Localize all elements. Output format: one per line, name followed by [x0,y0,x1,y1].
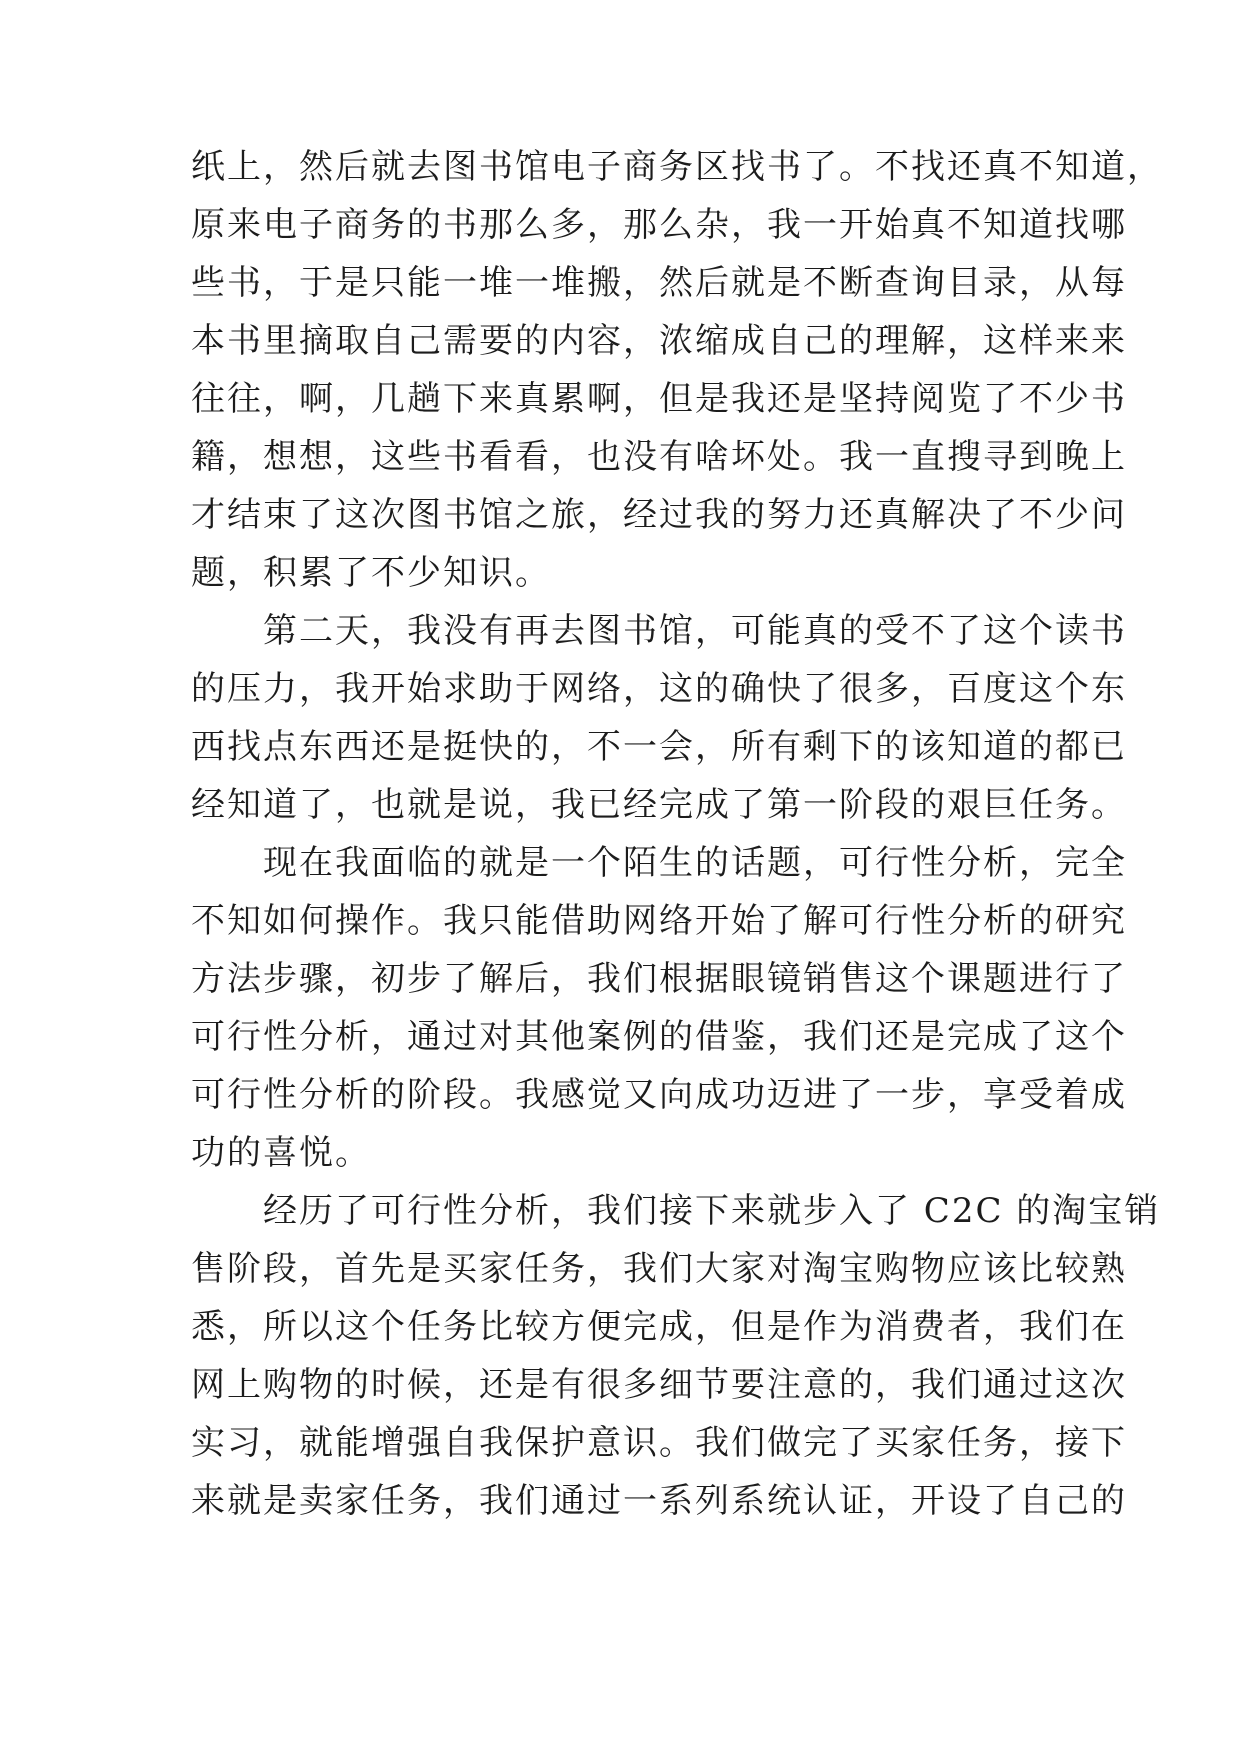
text-line: 现在我面临的就是一个陌生的话题，可行性分析，完全 [263,843,1127,883]
text-line: 实习，就能增强自我保护意识。我们做完了买家任务，接下 [191,1423,1127,1463]
paragraph-second-day [191,611,1127,825]
text-line: 可行性分析，通过对其他案例的借鉴，我们还是完成了这个 [191,1017,1127,1057]
text-line: 纸上，然后就去图书馆电子商务区找书了。不找还真不知道， [191,147,1163,187]
document-body [191,147,1163,1540]
text-line: 不知如何操作。我只能借助网络开始了解可行性分析的研究 [191,901,1127,941]
text-line: 题，积累了不少知识。 [191,553,551,593]
text-line: 功的喜悦。 [191,1133,371,1173]
paragraph-library-search [191,147,1163,593]
text-line: 网上购物的时候，还是有很多细节要注意的，我们通过这次 [191,1365,1127,1405]
paragraph-feasibility-analysis [191,843,1127,1173]
paragraph-c2c-taobao [191,1191,1161,1521]
text-line: 悉，所以这个任务比较方便完成，但是作为消费者，我们在 [191,1307,1127,1347]
text-line: 方法步骤，初步了解后，我们根据眼镜销售这个课题进行了 [191,959,1127,999]
text-line: 原来电子商务的书那么多，那么杂，我一开始真不知道找哪 [191,205,1127,245]
text-line: 经知道了，也就是说，我已经完成了第一阶段的艰巨任务。 [191,785,1127,825]
text-line: 售阶段，首先是买家任务，我们大家对淘宝购物应该比较熟 [191,1249,1127,1289]
text-line: 往往，啊，几趟下来真累啊，但是我还是坚持阅览了不少书 [191,379,1127,419]
text-line: 第二天，我没有再去图书馆，可能真的受不了这个读书 [263,611,1127,651]
text-line: 可行性分析的阶段。我感觉又向成功迈进了一步，享受着成 [191,1075,1127,1115]
text-line: 经历了可行性分析，我们接下来就步入了 C2C 的淘宝销 [263,1191,1161,1231]
text-line: 的压力，我开始求助于网络，这的确快了很多，百度这个东 [191,669,1127,709]
text-line: 籍，想想，这些书看看，也没有啥坏处。我一直搜寻到晚上 [191,437,1127,477]
text-line: 些书，于是只能一堆一堆搬，然后就是不断查询目录，从每 [191,263,1127,303]
text-line: 来就是卖家任务，我们通过一系列系统认证，开设了自己的 [191,1481,1127,1521]
text-line: 西找点东西还是挺快的，不一会，所有剩下的该知道的都已 [191,727,1127,767]
text-line: 本书里摘取自己需要的内容，浓缩成自己的理解，这样来来 [191,321,1127,361]
text-line: 才结束了这次图书馆之旅，经过我的努力还真解决了不少问 [191,495,1127,535]
